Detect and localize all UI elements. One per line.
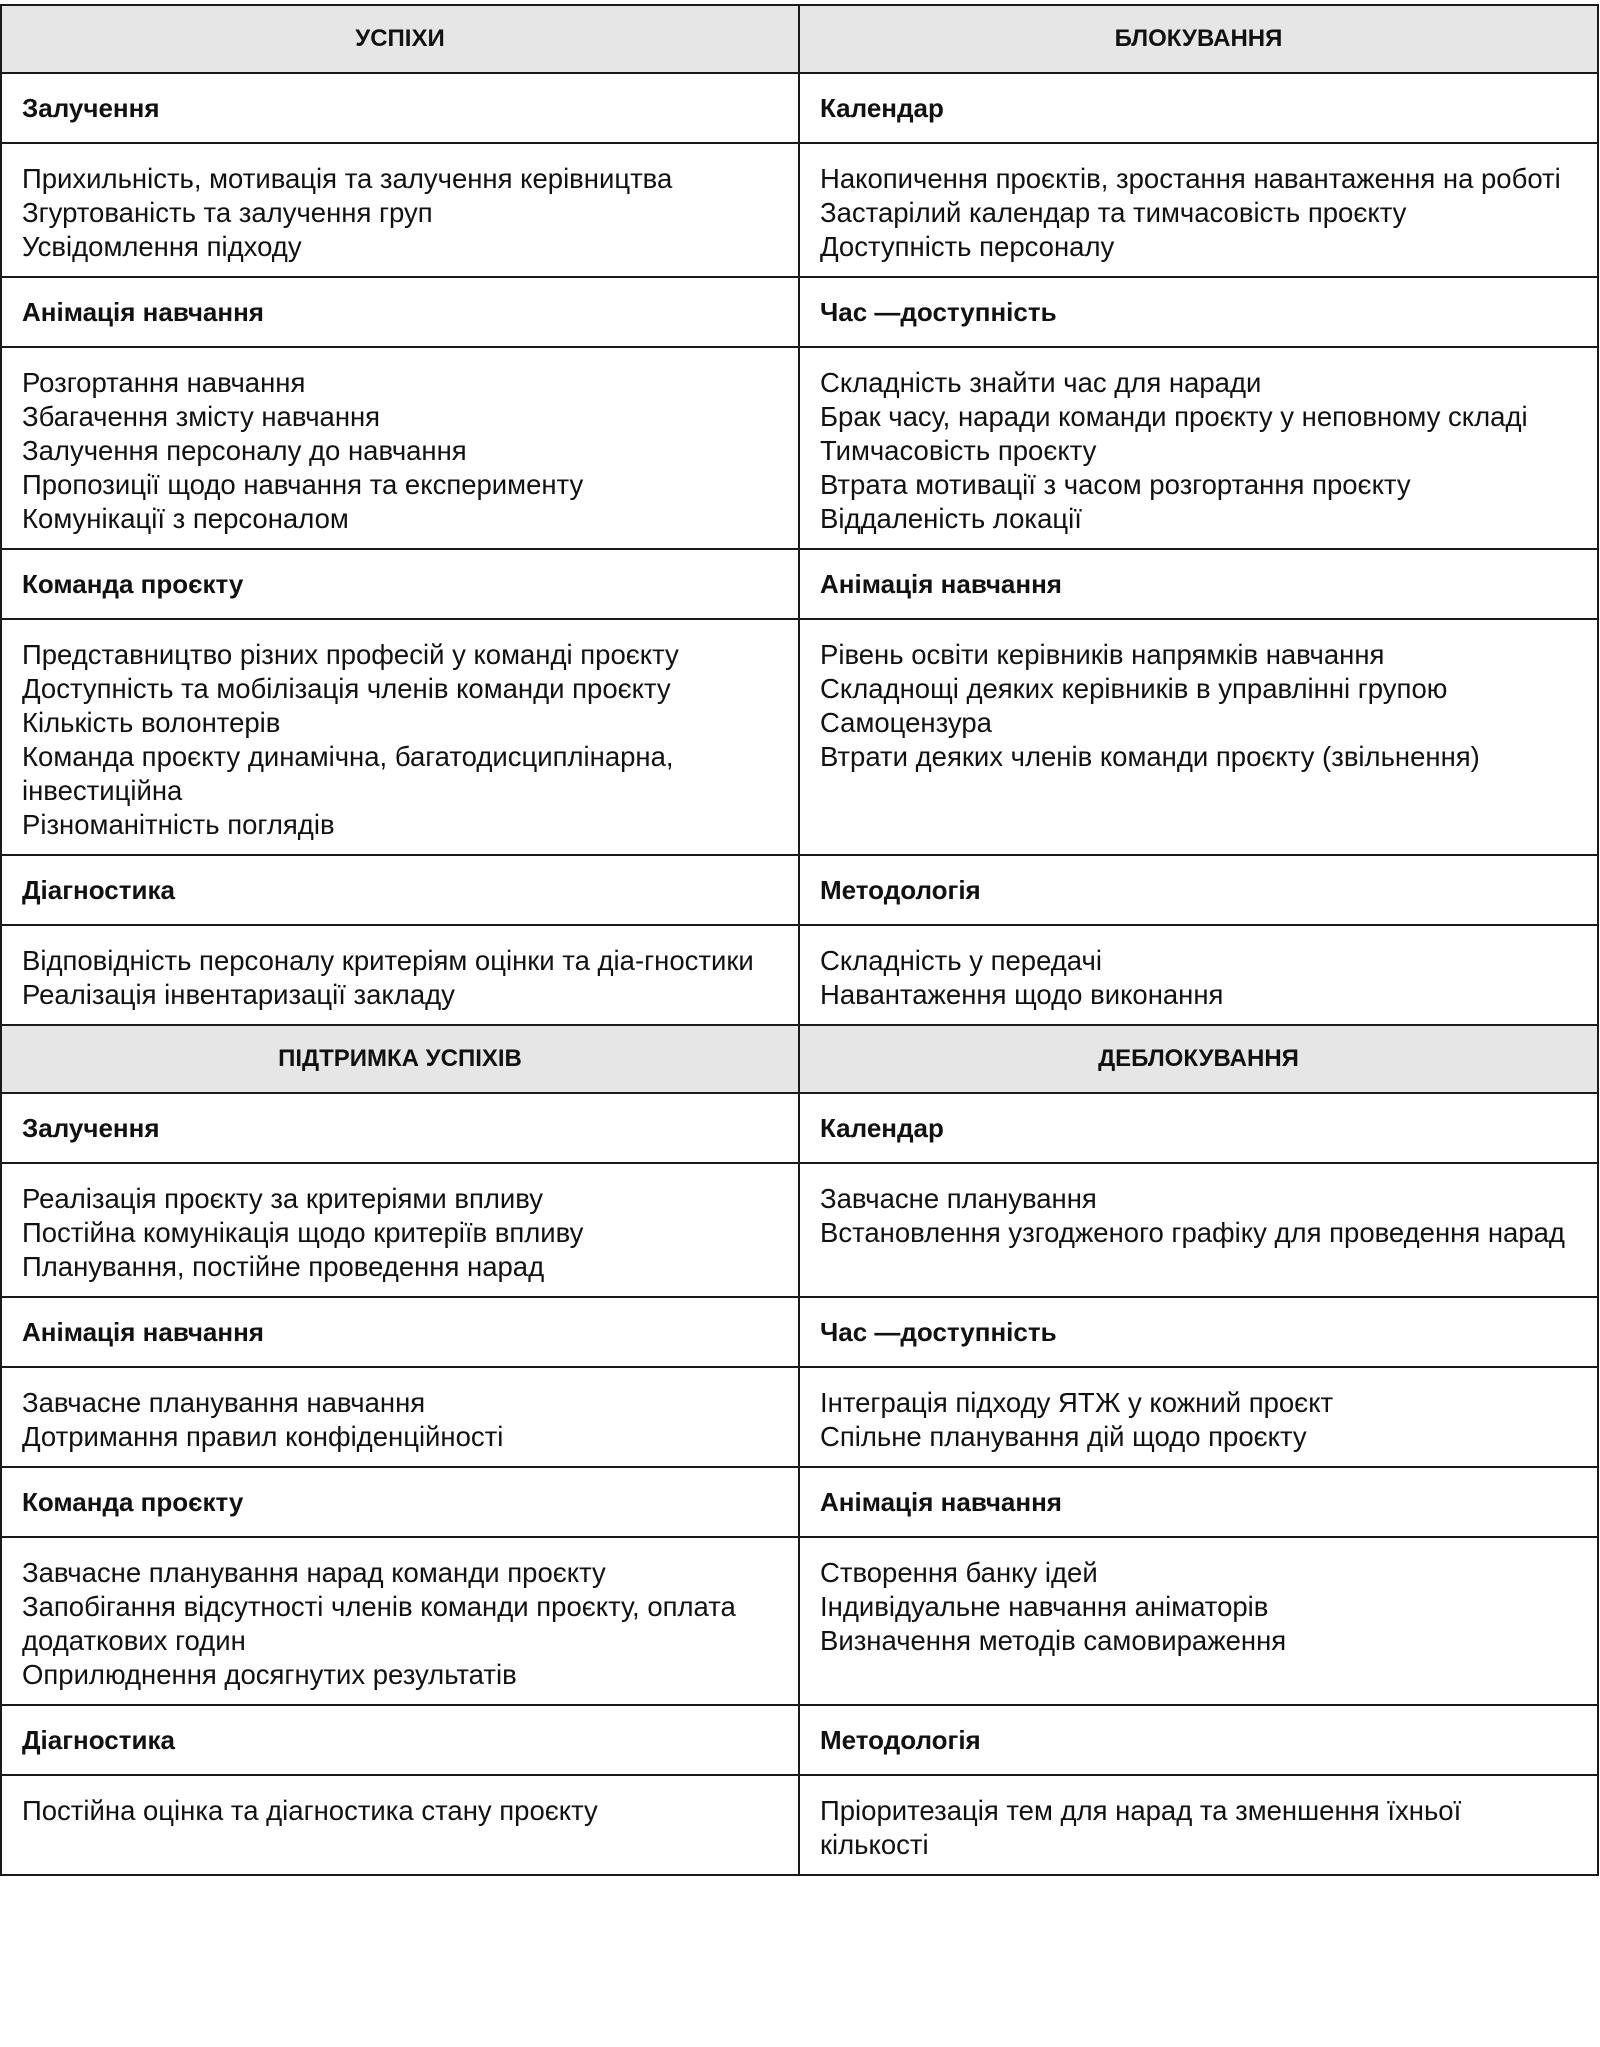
category-body-right (799, 1537, 1598, 1705)
category-body-right (799, 347, 1598, 549)
category-body-row (1, 925, 1598, 1025)
list-item: Реалізація інвентаризації закладу (22, 979, 455, 1010)
category-body-right (799, 619, 1598, 855)
section-header-right: ДЕБЛОКУВАННЯ (799, 1025, 1598, 1093)
success-blockers-table (0, 4, 1599, 1876)
list-item: Згуртованість та залучення груп (22, 197, 433, 228)
list-item: Дотримання правил конфіденційності (22, 1421, 504, 1452)
category-title-row (1, 549, 1598, 619)
category-body-right (799, 1367, 1598, 1467)
list-item: Залучення персоналу до навчання (22, 435, 467, 466)
list-item: Брак часу, наради команди проєкту у неповному складі (820, 401, 1528, 432)
category-body-left (1, 1537, 799, 1705)
category-body-right (799, 143, 1598, 277)
category-title-left: Діагностика (1, 855, 799, 925)
category-title-row (1, 1467, 1598, 1537)
category-body-row (1, 143, 1598, 277)
list-item: Оприлюднення досягнутих результатів (22, 1659, 517, 1690)
list-item: Створення банку ідей (820, 1557, 1098, 1588)
list-item: Прихильність, мотивація та залучення керівництва (22, 163, 673, 194)
category-title-row (1, 855, 1598, 925)
category-body-right (799, 1163, 1598, 1297)
category-title-row (1, 73, 1598, 143)
list-item: Завчасне планування навчання (22, 1387, 426, 1418)
category-body-left (1, 925, 799, 1025)
list-item: Встановлення узгодженого графіку для проведення нарад (820, 1217, 1565, 1248)
list-item: Тимчасовість проєкту (820, 435, 1097, 466)
category-title-left: Залучення (1, 73, 799, 143)
list-item: Кількість волонтерів (22, 707, 281, 738)
category-body-left (1, 619, 799, 855)
list-item: Складність знайти час для наради (820, 367, 1262, 398)
list-item: Розгортання навчання (22, 367, 306, 398)
list-item: Втрата мотивації з часом розгортання проєкту (820, 469, 1411, 500)
list-item: Команда проєкту динамічна, багатодисциплінарна, інвестиційна (22, 741, 674, 806)
category-body-left (1, 1163, 799, 1297)
list-item: Самоцензура (820, 707, 992, 738)
list-item: Втрати деяких членів команди проєкту (звільнення) (820, 741, 1480, 772)
category-title-left: Анімація навчання (1, 277, 799, 347)
list-item: Відповідність персоналу критеріям оцінки та діа-гностики (22, 945, 754, 976)
category-title-right: Анімація навчання (799, 549, 1598, 619)
list-item: Спільне планування дій щодо проєкту (820, 1421, 1307, 1452)
category-body-row (1, 1163, 1598, 1297)
list-item: Визначення методів самовираження (820, 1625, 1287, 1656)
category-title-left: Команда проєкту (1, 549, 799, 619)
category-title-row (1, 1705, 1598, 1775)
list-item: Завчасне планування нарад команди проєкту (22, 1557, 606, 1588)
list-item: Усвідомлення підходу (22, 231, 302, 262)
document-page (0, 4, 1599, 1876)
section-header-left: УСПІХИ (1, 5, 799, 73)
list-item: Представництво різних професій у команді проєкту (22, 639, 679, 670)
category-title-right: Анімація навчання (799, 1467, 1598, 1537)
category-body-row (1, 1775, 1598, 1875)
list-item: Планування, постійне проведення нарад (22, 1251, 545, 1282)
list-item: Рівень освіти керівників напрямків навчання (820, 639, 1385, 670)
category-body-row (1, 619, 1598, 855)
list-item: Комунікації з персоналом (22, 503, 349, 534)
category-title-right: Методологія (799, 855, 1598, 925)
section-header-right: БЛОКУВАННЯ (799, 5, 1598, 73)
category-body-left (1, 1775, 799, 1875)
list-item: Доступність персоналу (820, 231, 1115, 262)
list-item: Постійна комунікація щодо критеріїв впливу (22, 1217, 584, 1248)
list-item: Індивідуальне навчання аніматорів (820, 1591, 1269, 1622)
category-title-right: Час —доступність (799, 277, 1598, 347)
section-header-row (1, 5, 1598, 73)
category-title-right: Календар (799, 1093, 1598, 1163)
list-item: Запобігання відсутності членів команди проєкту, оплата додаткових годин (22, 1591, 736, 1656)
list-item: Доступність та мобілізація членів команди проєкту (22, 673, 671, 704)
list-item: Різноманітність поглядів (22, 809, 335, 840)
category-title-left: Діагностика (1, 1705, 799, 1775)
section-header-left: ПІДТРИМКА УСПІХІВ (1, 1025, 799, 1093)
category-title-right: Час —доступність (799, 1297, 1598, 1367)
category-title-row (1, 1093, 1598, 1163)
category-body-right (799, 1775, 1598, 1875)
list-item: Збагачення змісту навчання (22, 401, 381, 432)
list-item: Пропозиції щодо навчання та експерименту (22, 469, 584, 500)
category-body-row (1, 1537, 1598, 1705)
category-body-row (1, 347, 1598, 549)
category-title-left: Залучення (1, 1093, 799, 1163)
category-title-right: Методологія (799, 1705, 1598, 1775)
list-item: Складність у передачі (820, 945, 1102, 976)
list-item: Завчасне планування (820, 1183, 1097, 1214)
category-body-left (1, 347, 799, 549)
list-item: Реалізація проєкту за критеріями впливу (22, 1183, 543, 1214)
list-item: Віддаленість локації (820, 503, 1082, 534)
table-body (1, 5, 1598, 1875)
category-title-left: Команда проєкту (1, 1467, 799, 1537)
list-item: Пріоритезація тем для нарад та зменшення їхньої кількості (820, 1795, 1462, 1860)
category-title-left: Анімація навчання (1, 1297, 799, 1367)
category-body-row (1, 1367, 1598, 1467)
list-item: Складнощі деяких керівників в управлінні групою (820, 673, 1448, 704)
category-body-right (799, 925, 1598, 1025)
category-title-row (1, 1297, 1598, 1367)
category-title-right: Календар (799, 73, 1598, 143)
list-item: Накопичення проєктів, зростання навантаження на роботі (820, 163, 1561, 194)
category-body-left (1, 1367, 799, 1467)
list-item: Постійна оцінка та діагностика стану проєкту (22, 1795, 598, 1826)
list-item: Інтеграція підходу ЯТЖ у кожний проєкт (820, 1387, 1334, 1418)
section-header-row (1, 1025, 1598, 1093)
category-body-left (1, 143, 799, 277)
list-item: Застарілий календар та тимчасовість проєкту (820, 197, 1407, 228)
category-title-row (1, 277, 1598, 347)
list-item: Навантаження щодо виконання (820, 979, 1224, 1010)
